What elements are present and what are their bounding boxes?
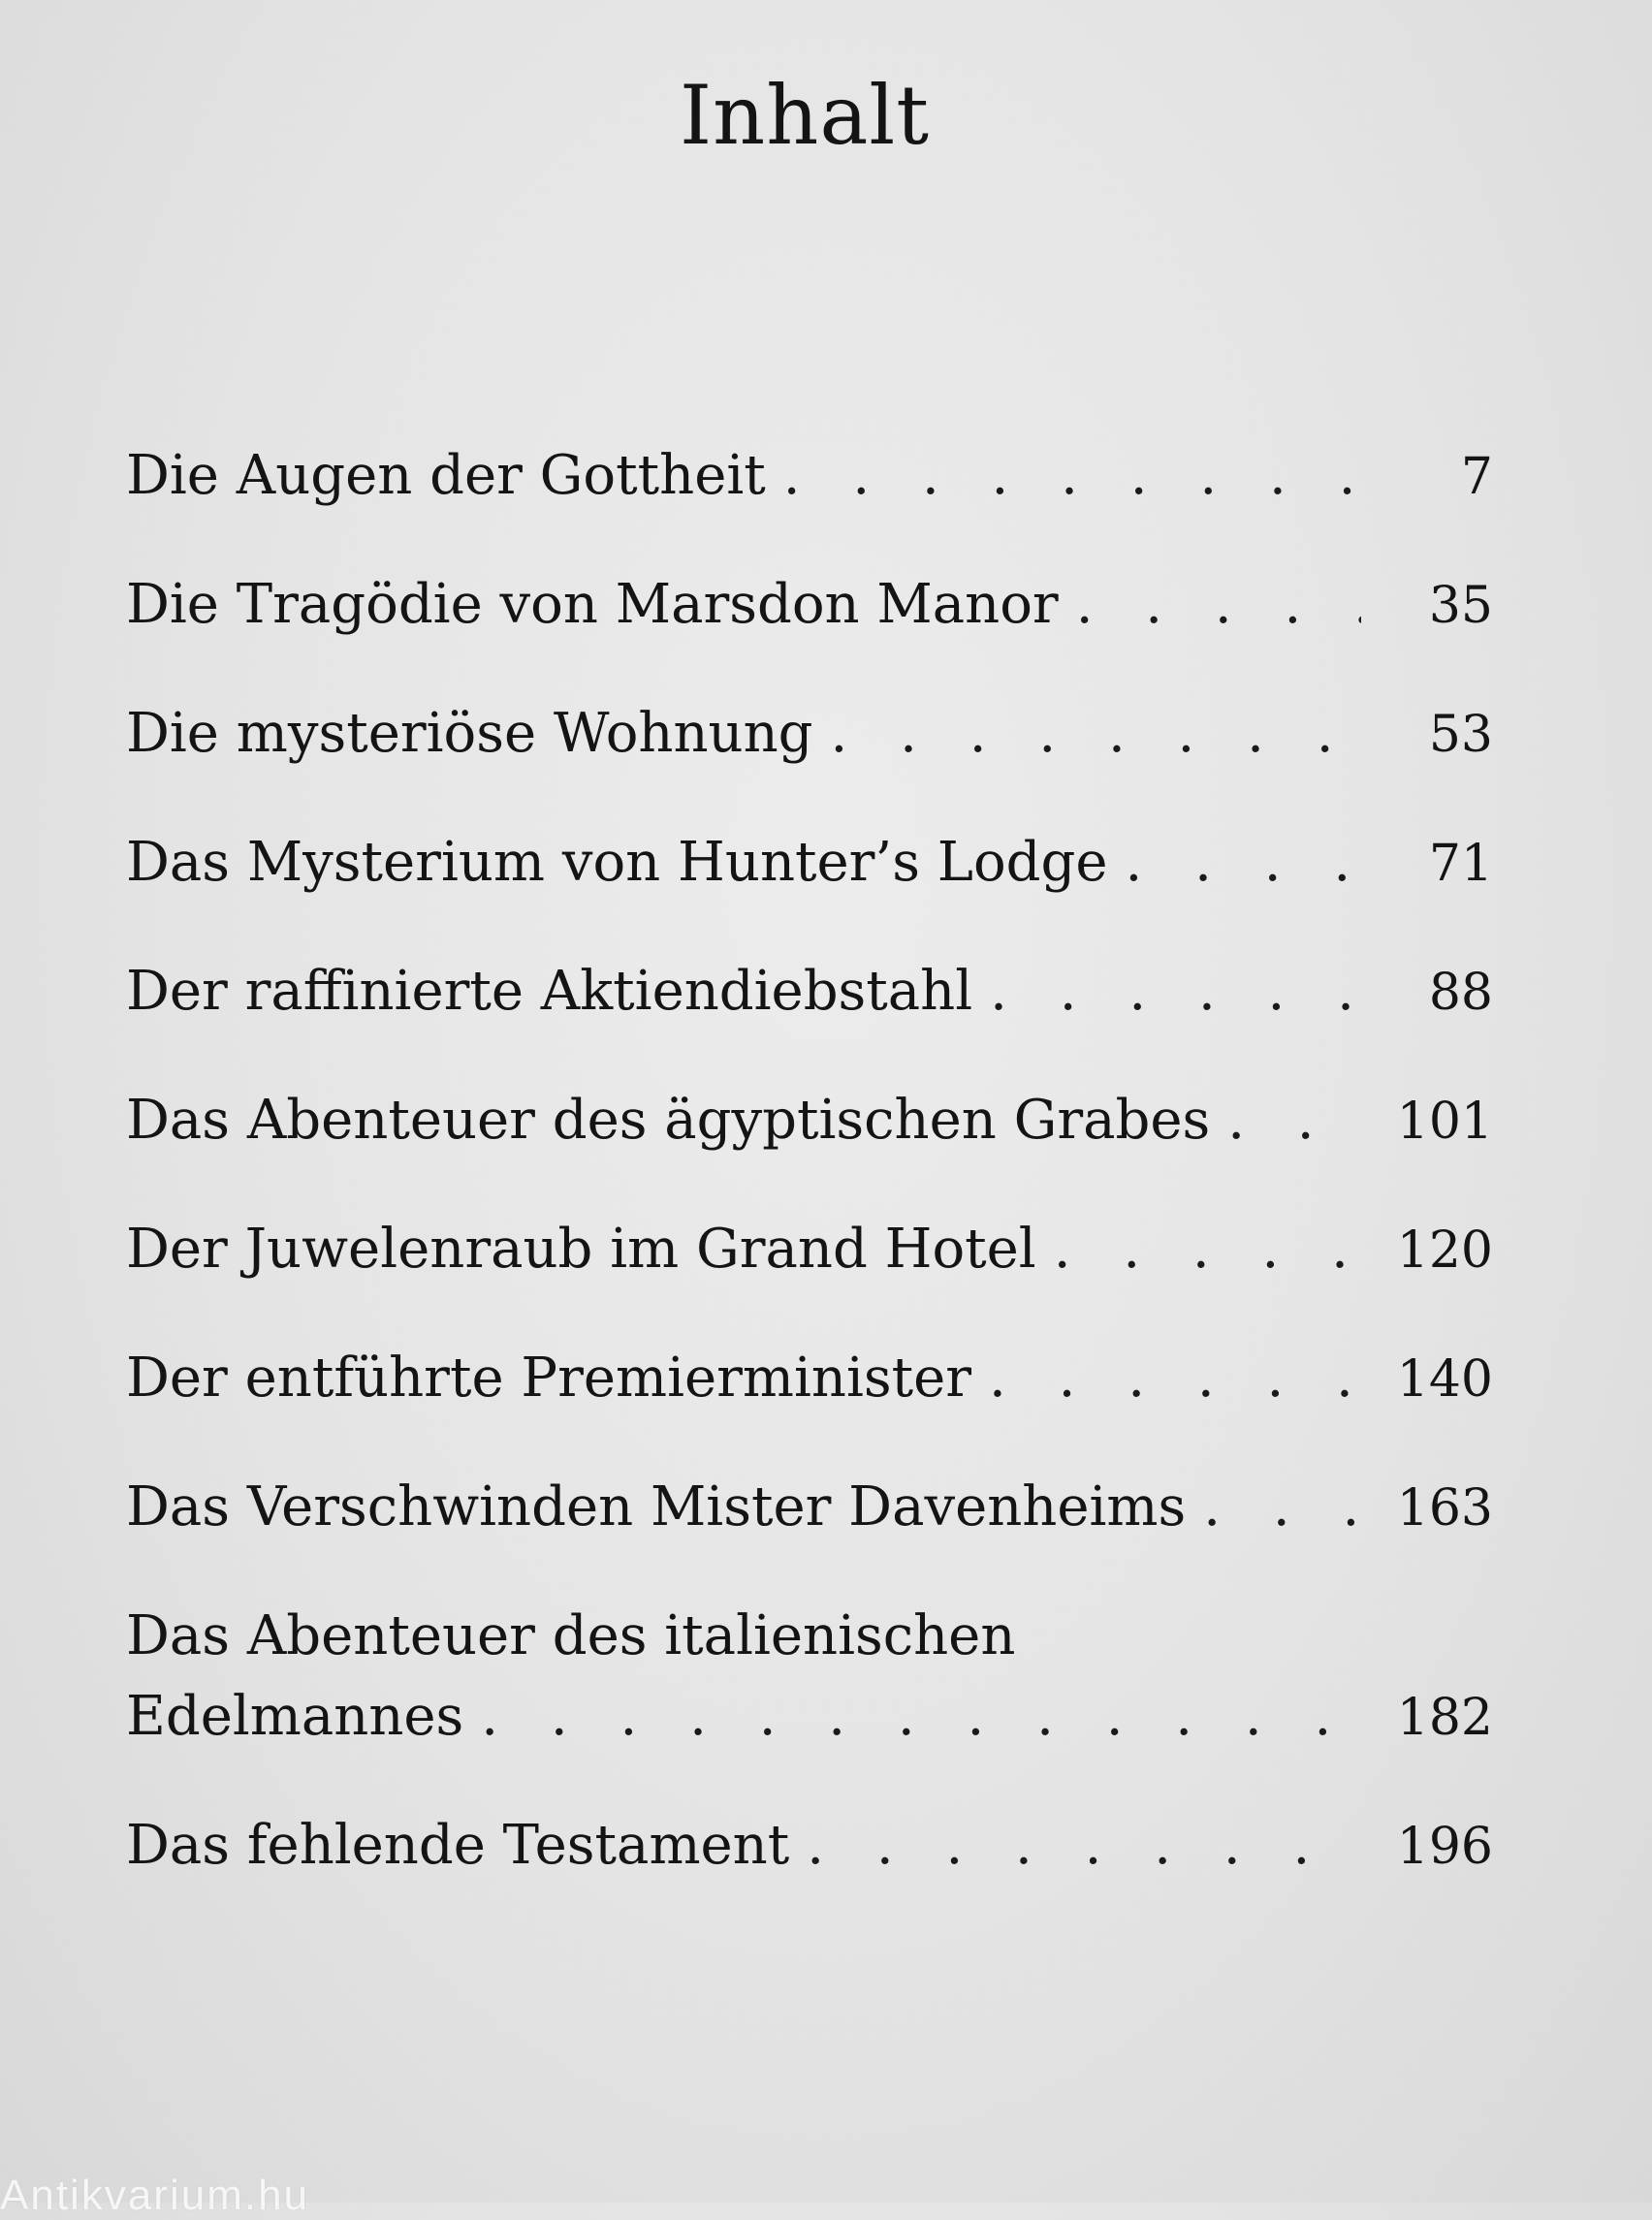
toc-entry-page: 163: [1396, 1479, 1493, 1538]
toc-entry: [126, 570, 1493, 641]
toc-entry: [126, 1811, 1493, 1882]
toc-entry: [126, 1344, 1493, 1414]
dot-leader: [1076, 570, 1361, 639]
toc-entry-title: Das fehlende Testament: [126, 1814, 790, 1877]
dot-leader: [481, 1682, 1357, 1751]
toc-entry-page: 7: [1460, 448, 1493, 506]
dot-leader: [1126, 828, 1361, 897]
toc-entry: [126, 957, 1493, 1028]
toc-entry-page: 88: [1428, 964, 1493, 1022]
toc-entry-title: Das Mysterium von Hunter’s Lodge: [126, 831, 1108, 894]
toc-entry: [126, 1602, 1493, 1753]
toc-entry-page: 196: [1396, 1818, 1493, 1876]
toc-entry-title: Der raffinierte Aktiendiebstahl: [126, 960, 973, 1023]
toc-entry-title: Die Tragödie von Marsdon Manor: [126, 573, 1059, 636]
toc-entry-page: 53: [1428, 706, 1493, 764]
dot-leader: [1227, 1086, 1358, 1155]
toc-entry-page: 71: [1428, 835, 1493, 893]
toc-entry-line2: [126, 1682, 1493, 1753]
toc-entry-page: 182: [1396, 1689, 1493, 1747]
toc-entry: [126, 1473, 1493, 1543]
dot-leader: [1203, 1473, 1357, 1541]
toc-entry-title: Der Juwelenraub im Grand Hotel: [126, 1218, 1036, 1281]
toc-entry-title: Das Verschwinden Mister Davenheims: [126, 1475, 1187, 1538]
dot-leader: [783, 441, 1361, 510]
dot-leader: [807, 1811, 1357, 1880]
watermark: Antikvarium.hu: [0, 2172, 310, 2219]
toc-entry: [126, 441, 1493, 512]
table-of-contents: [126, 441, 1493, 1940]
toc-entry-title-line1: Das Abenteuer des italienischen: [126, 1604, 1016, 1667]
toc-entry-title: Der entführte Premierminister: [126, 1347, 972, 1410]
toc-entry: [126, 828, 1493, 899]
dot-leader: [990, 957, 1361, 1026]
toc-entry: [126, 1086, 1493, 1157]
dot-leader: [1054, 1215, 1358, 1284]
page-title: Inhalt: [679, 68, 931, 163]
toc-entry-title: Die Augen der Gottheit: [126, 444, 766, 507]
dot-leader: [831, 699, 1361, 768]
toc-entry-page: 101: [1396, 1093, 1493, 1151]
toc-entry: [126, 699, 1493, 770]
toc-entry-title-line2: Edelmannes: [126, 1685, 464, 1748]
dot-leader: [989, 1344, 1358, 1412]
toc-entry-page: 120: [1396, 1221, 1493, 1280]
toc-entry-title: Das Abenteuer des ägyptischen Grabes: [126, 1089, 1211, 1152]
toc-entry-page: 35: [1428, 577, 1493, 635]
toc-entry: [126, 1215, 1493, 1285]
toc-entry-page: 140: [1396, 1350, 1493, 1409]
toc-entry-title: Die mysteriöse Wohnung: [126, 702, 813, 765]
